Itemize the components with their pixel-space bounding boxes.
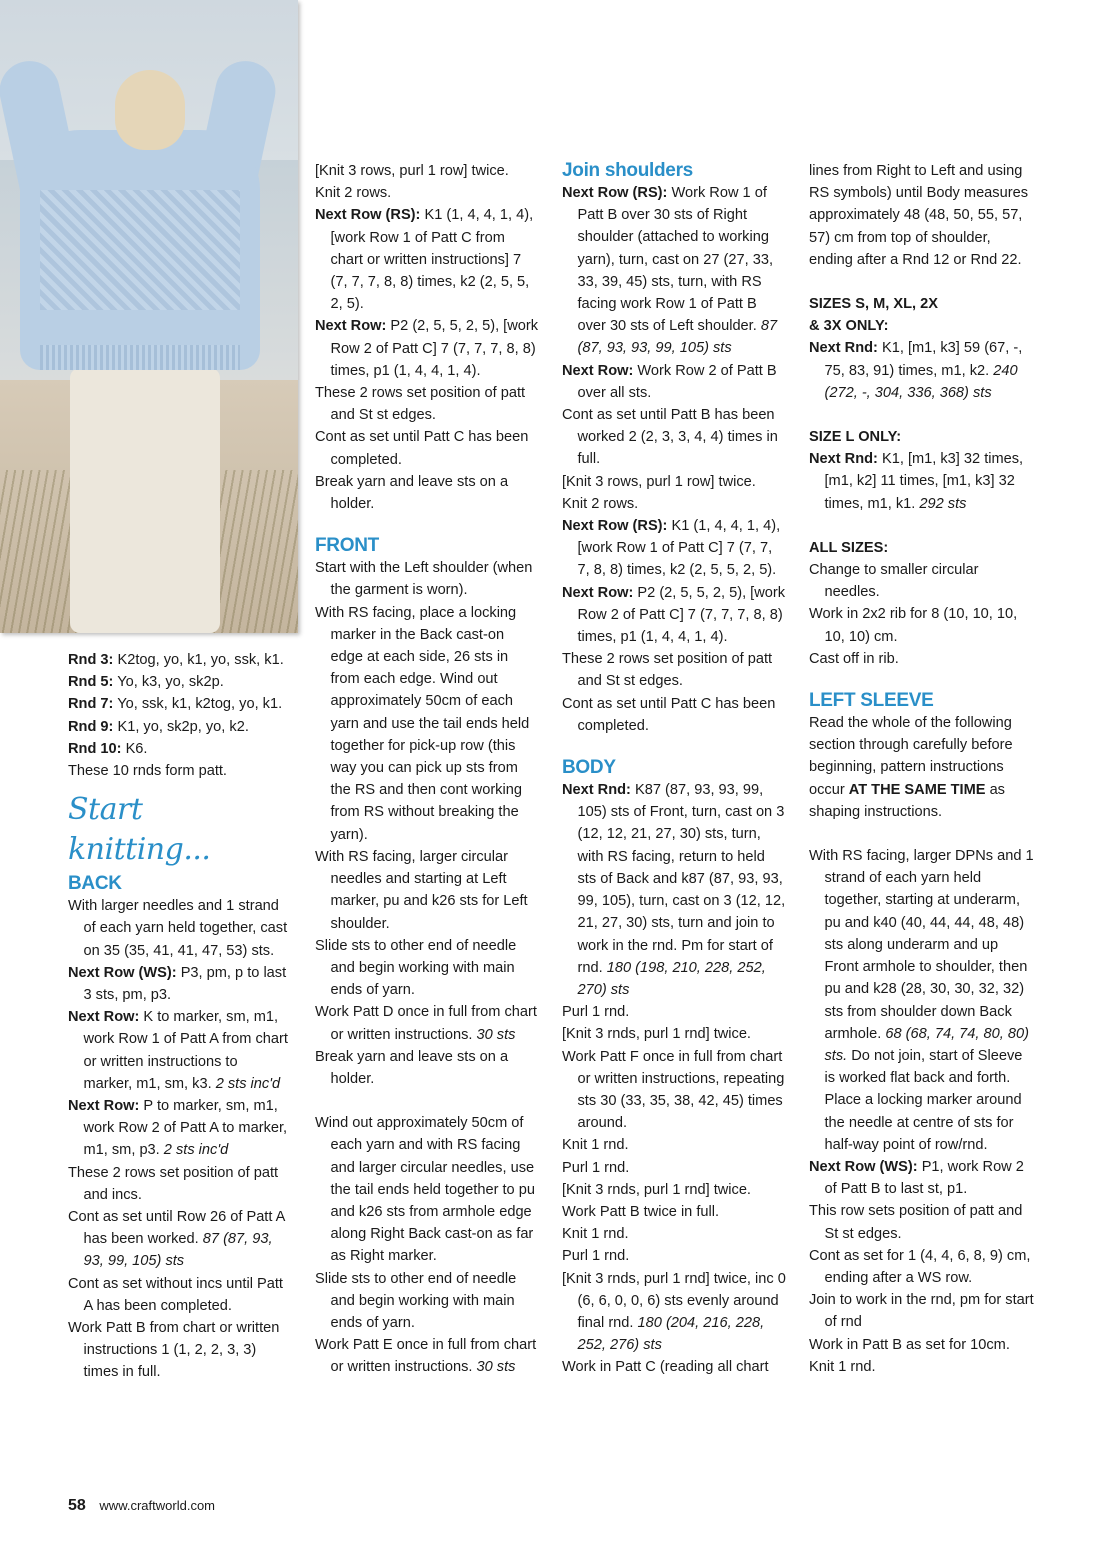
instruction-line: With larger needles and 1 strand of each yarn held together, cast on 35 (35, 41, 41, 47, 53) sts. [68,898,288,959]
instruction-line: Next Row (WS): P1, work Row 2 of Patt B to last st, p1. [809,1158,1024,1198]
size-l-heading: SIZE L ONLY: [809,429,902,446]
instruction-line: Change to smaller circular needles. [809,562,979,601]
instruction-line: Cont as set until Row 26 of Patt A has been worked. 87 (87, 93, 93, 99, 105) sts [68,1209,285,1270]
instruction-line: Next Rnd: K1, [m1, k3] 59 (67, -, 75, 83, 91) times, m1, k2. 240 (272, -, 304, 336, 368) sts [809,340,1023,401]
instruction-line: Purl 1 rnd. [562,1248,630,1265]
instruction-line: Join to work in the rnd, pm for start of rnd [809,1292,1034,1331]
instruction-line: Work in Patt C (reading all chart [562,1359,769,1376]
instruction-line: Next Row: P to marker, sm, m1, work Row 2 of Patt A to marker, m1, sm, p3. 2 sts inc'd [68,1098,288,1159]
instruction-line: [Knit 3 rnds, purl 1 rnd] twice, inc 0 (6, 6, 0, 0, 6) sts evenly around final rnd. 180 (204, 216, 228, 252, 276) sts [562,1270,786,1354]
instruction-line: This row sets position of patt and St st edges. [809,1203,1023,1242]
column-1 [68,649,288,1384]
instruction-line: Knit 2 rows. [315,185,392,202]
instruction-line: Start with the Left shoulder (when the garment is worn). [315,560,533,599]
instruction-line: Rnd 9: K1, yo, sk2p, yo, k2. [68,718,249,735]
instruction-line: Knit 1 rnd. [809,1358,876,1375]
instruction-line: Purl 1 rnd. [562,1004,630,1021]
instruction-line: Next Row (RS): Work Row 1 of Patt B over 30 sts of Right shoulder (attached to working yarn), turn, cast on 27 (27, 33, 33, 39, 45) sts, turn, with RS facing work Row 1 of Patt B over 30 sts of Left shoulder. 87 (87, 93, 93, 99, 105) sts [562,185,778,357]
instruction-line: Slide sts to other end of needle and begin working with main ends of yarn. [315,937,517,999]
instruction-line: These 2 rows set position of patt and St st edges. [562,651,773,690]
instruction-line: Next Rnd: K87 (87, 93, 93, 99, 105) sts of Front, turn, cast on 3 (12, 12, 21, 27, 30) sts, turn, with RS facing, return to held sts of Back and k87 (87, 93, 93, 99, 105), turn, cast on 3 (12, 12, 21, 27, 30) sts, turn and join to work in the rnd. Pm for start of rnd. 180 (198, 210, 228, 252, 270) sts [562,782,786,998]
instruction-line: Knit 1 rnd. [562,1226,629,1243]
instruction-line: Next Row: Work Row 2 of Patt B over all sts. [562,362,777,401]
instruction-line: Next Row (WS): P3, pm, p to last 3 sts, pm, p3. [68,964,287,1004]
instruction-line: Cont as set until Patt C has been completed. [315,429,529,468]
instruction-line: Break yarn and leave sts on a holder. [315,473,509,513]
column-2 [315,160,540,1379]
instruction-line: Rnd 10: K6. [68,740,148,757]
column-3 [562,159,787,1379]
instruction-line: [Knit 3 rows, purl 1 row] twice. [315,163,509,179]
instruction-line: Next Row: K to marker, sm, m1, work Row 1 of Patt A from chart or written instructions to marker, m1, sm, k3. 2 sts inc'd [68,1009,288,1092]
instruction-line: Rnd 3: K2tog, yo, k1, yo, ssk, k1. [68,652,284,668]
instruction-line: These 10 rnds form patt. [68,763,227,780]
instruction-line: [Knit 3 rnds, purl 1 rnd] twice. [562,1181,751,1198]
instruction-line: [Knit 3 rnds, purl 1 rnd] twice. [562,1026,751,1043]
front-heading: FRONT [315,535,379,557]
instruction-line: Cont as set for 1 (4, 4, 6, 8, 9) cm, ending after a WS row. [809,1247,1031,1286]
instruction-line: Work in 2x2 rib for 8 (10, 10, 10, 10, 10) cm. [809,606,1018,645]
instruction-line: Knit 1 rnd. [562,1137,629,1154]
website-link[interactable]: www.craftworld.com [99,1498,215,1513]
instruction-line: [Knit 3 rows, purl 1 row] twice. [562,473,756,490]
instruction-line: Next Row (RS): K1 (1, 4, 4, 1, 4), [work Row 1 of Patt C from chart or written instructions] 7 (7, 7, 7, 8, 8) times, k2 (2, 5, 5, 2, 5). [315,207,534,313]
instruction-line: Rnd 5: Yo, k3, yo, sk2p. [68,674,224,691]
sizes-heading-b: & 3X ONLY: [809,318,889,335]
instruction-line: Break yarn and leave sts on a holder. [315,1048,509,1087]
instruction-line: Rnd 7: Yo, ssk, k1, k2tog, yo, k1. [68,696,283,713]
instruction-line: Work Patt B twice in full. [562,1203,720,1220]
instruction-line: Next Row (RS): K1 (1, 4, 4, 1, 4), [work Row 1 of Patt C] 7 (7, 7, 7, 8, 8) times, k2 (2, 5, 5, 2, 5). [562,518,781,579]
instruction-line: Next Row: P2 (2, 5, 5, 2, 5), [work Row 2 of Patt C] 7 (7, 7, 7, 8, 8) times, p1 (1, 4, 4, 1, 4). [315,318,539,379]
all-sizes-heading: ALL SIZES: [809,539,889,556]
instruction-line: These 2 rows set position of patt and incs. [68,1164,279,1203]
instruction-line: Cast off in rib. [809,650,899,667]
instruction-line: These 2 rows set position of patt and St st edges. [315,385,526,424]
page-number: 58 [68,1497,86,1514]
instruction-line: Wind out approximately 50cm of each yarn and with RS facing and larger circular needles, use the tail ends held together to pu and k26 sts from armhole edge along Right Back cast-on as far as Right marker. [315,1115,535,1265]
instruction-line: Next Row: P2 (2, 5, 5, 2, 5), [work Row 2 of Patt C] 7 (7, 7, 7, 8, 8) times, p1 (1, 4, 4, 1, 4). [562,584,786,646]
join-shoulders-heading: Join shoulders [562,160,693,181]
instruction-line: Cont as set without incs until Patt A has been completed. [68,1275,283,1314]
page-footer [68,1497,215,1515]
instruction-line: Work in Patt B as set for 10cm. [809,1336,1010,1353]
instruction-line: With RS facing, place a locking marker in the Back cast-on edge at each side, 26 sts in from each edge. Wind out approximately 50cm of each yarn and use the tail ends held together for pick-up row (this way you can pick up sts from the RS and then cont working from RS without breaking the yarn). [315,604,530,843]
start-knitting-title: Start knitting... [68,792,211,868]
instruction-line: Work Patt B from chart or written instructions 1 (1, 2, 2, 3, 3) times in full. [68,1320,280,1381]
body-continued: lines from Right to Left and using RS symbols) until Body measures approximately 48 (48, 50, 55, 57, 57) cm from top of shoulder, ending after a Rnd 12 or Rnd 22. [809,163,1028,268]
instruction-line: Slide sts to other end of needle and begin working with main ends of yarn. [315,1270,517,1331]
instruction-line: Knit 2 rows. [562,495,639,512]
sizes-heading-a: SIZES S, M, XL, 2X [809,296,938,313]
instruction-line: Cont as set until Patt C has been completed. [562,695,776,734]
instruction-line: With RS facing, larger circular needles and starting at Left marker, pu and k26 sts for Left shoulder. [315,848,528,932]
left-sleeve-heading: LEFT SLEEVE [809,690,934,712]
column-4 [809,160,1034,1378]
instruction-line: Work Patt E once in full from chart or written instructions. 30 sts [315,1337,537,1376]
instruction-line: Next Rnd: K1, [m1, k3] 32 times, [m1, k2] 11 times, [m1, k3] 32 times, m1, k1. 292 sts [809,451,1024,512]
body-heading: BODY [562,757,616,779]
sleeve-intro: Read the whole of the following section through carefully before beginning, pattern instructions occur AT THE SAME TIME as shaping instructions. [809,715,1013,820]
instruction-line: Purl 1 rnd. [562,1159,630,1176]
back-heading: BACK [68,873,122,895]
instruction-line: With RS facing, larger DPNs and 1 strand of each yarn held together, starting at underarm, pu and k40 (40, 44, 44, 48, 48) sts along underarm and up Front armhole to shoulder, then pu and k28 (28, 30, 30, 32, 32) sts from shoulder down Back armhole. 68 (68, 74, 74, 80, 80) sts. Do not join, start of Sleeve is worked flat back and forth. Place a locking marker around the needle at centre of sts for half-way point of row/rnd. [809,848,1034,1153]
instruction-line: Work Patt F once in full from chart or written instructions, repeating sts 30 (33, 35, 38, 42, 45) times around. [562,1048,785,1132]
instruction-line: Work Patt D once in full from chart or written instructions. 30 sts [315,1004,537,1043]
model-photo [0,0,298,633]
instruction-line: Cont as set until Patt B has been worked 2 (2, 3, 3, 4, 4) times in full. [562,407,778,468]
